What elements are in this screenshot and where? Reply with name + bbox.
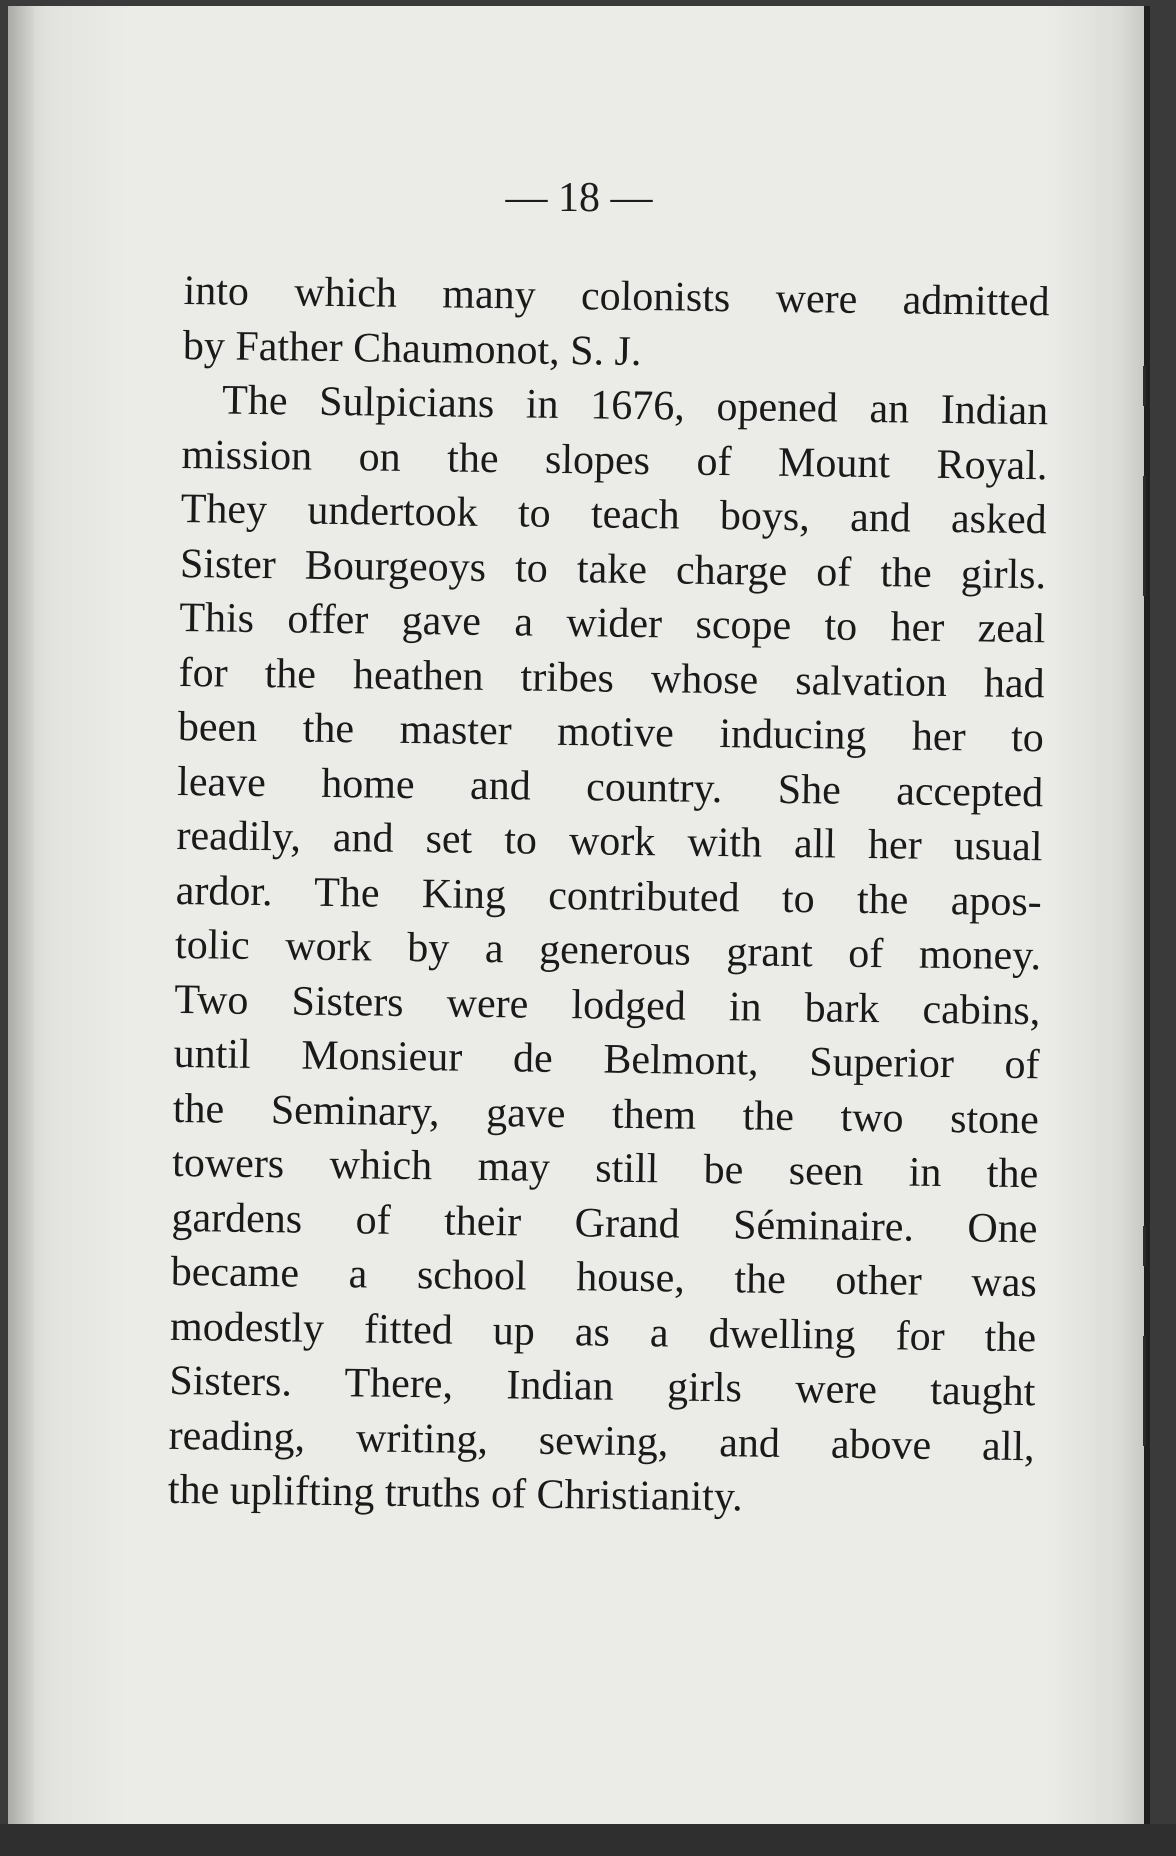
text-line-22: reading, writing, sewing, and above all,	[168, 1412, 1035, 1470]
text-line-16: the Seminary, gave them the two stone	[172, 1085, 1040, 1143]
margin-mark	[1143, 366, 1146, 406]
text-line-18: gardens of their Grand Séminaire. One	[171, 1194, 1038, 1252]
text-line-15: until Monsieur de Belmont, Superior of	[173, 1030, 1040, 1089]
margin-mark	[1143, 476, 1146, 596]
text-line-4: mission on the slopes of Mount Royal.	[181, 431, 1048, 489]
margin-mark	[1143, 1226, 1146, 1266]
text-line-5: They undertook to teach boys, and asked	[180, 485, 1048, 544]
page-gutter	[8, 6, 34, 1824]
text-line-1: into which many colonists were admitted	[183, 267, 1050, 326]
text-line-8: for the heathen tribes whose salvation had	[178, 649, 1045, 707]
text-line-6: Sister Bourgeoys to take charge of the girls.	[179, 540, 1047, 598]
text-line-11: readily, and set to work with all her usual	[176, 812, 1043, 871]
text-line-9: been the master motive inducing her to	[177, 703, 1045, 762]
text-line-20: modestly fitted up as a dwelling for the	[169, 1303, 1037, 1361]
scan-bottom-edge	[0, 1824, 1176, 1856]
page-number: — 18 —	[505, 175, 653, 221]
text-line-3: The Sulpicians in 1676, opened an Indian	[221, 377, 1049, 435]
book-page	[8, 6, 1150, 1824]
body-text	[168, 264, 1050, 1529]
text-line-7: This offer gave a wider scope to her zeal	[179, 594, 1046, 653]
text-line-21: Sisters. There, Indian girls were taught	[169, 1357, 1036, 1416]
text-line-10: leave home and country. She accepted	[176, 758, 1044, 816]
margin-mark	[1143, 1336, 1146, 1446]
text-line-2: by Father Chaumonot, S. J.	[182, 322, 642, 375]
text-line-23: the uplifting truths of Christianity.	[167, 1466, 743, 1521]
text-line-14: Two Sisters were lodged in bark cabins,	[174, 976, 1041, 1034]
text-line-17: towers which may still be seen in the	[171, 1139, 1039, 1198]
text-line-19: became a school house, the other was	[170, 1248, 1038, 1307]
text-line-12: ardor. The King contributed to the apos-	[175, 867, 1043, 925]
text-line-13: tolic work by a generous grant of money.	[174, 921, 1042, 980]
